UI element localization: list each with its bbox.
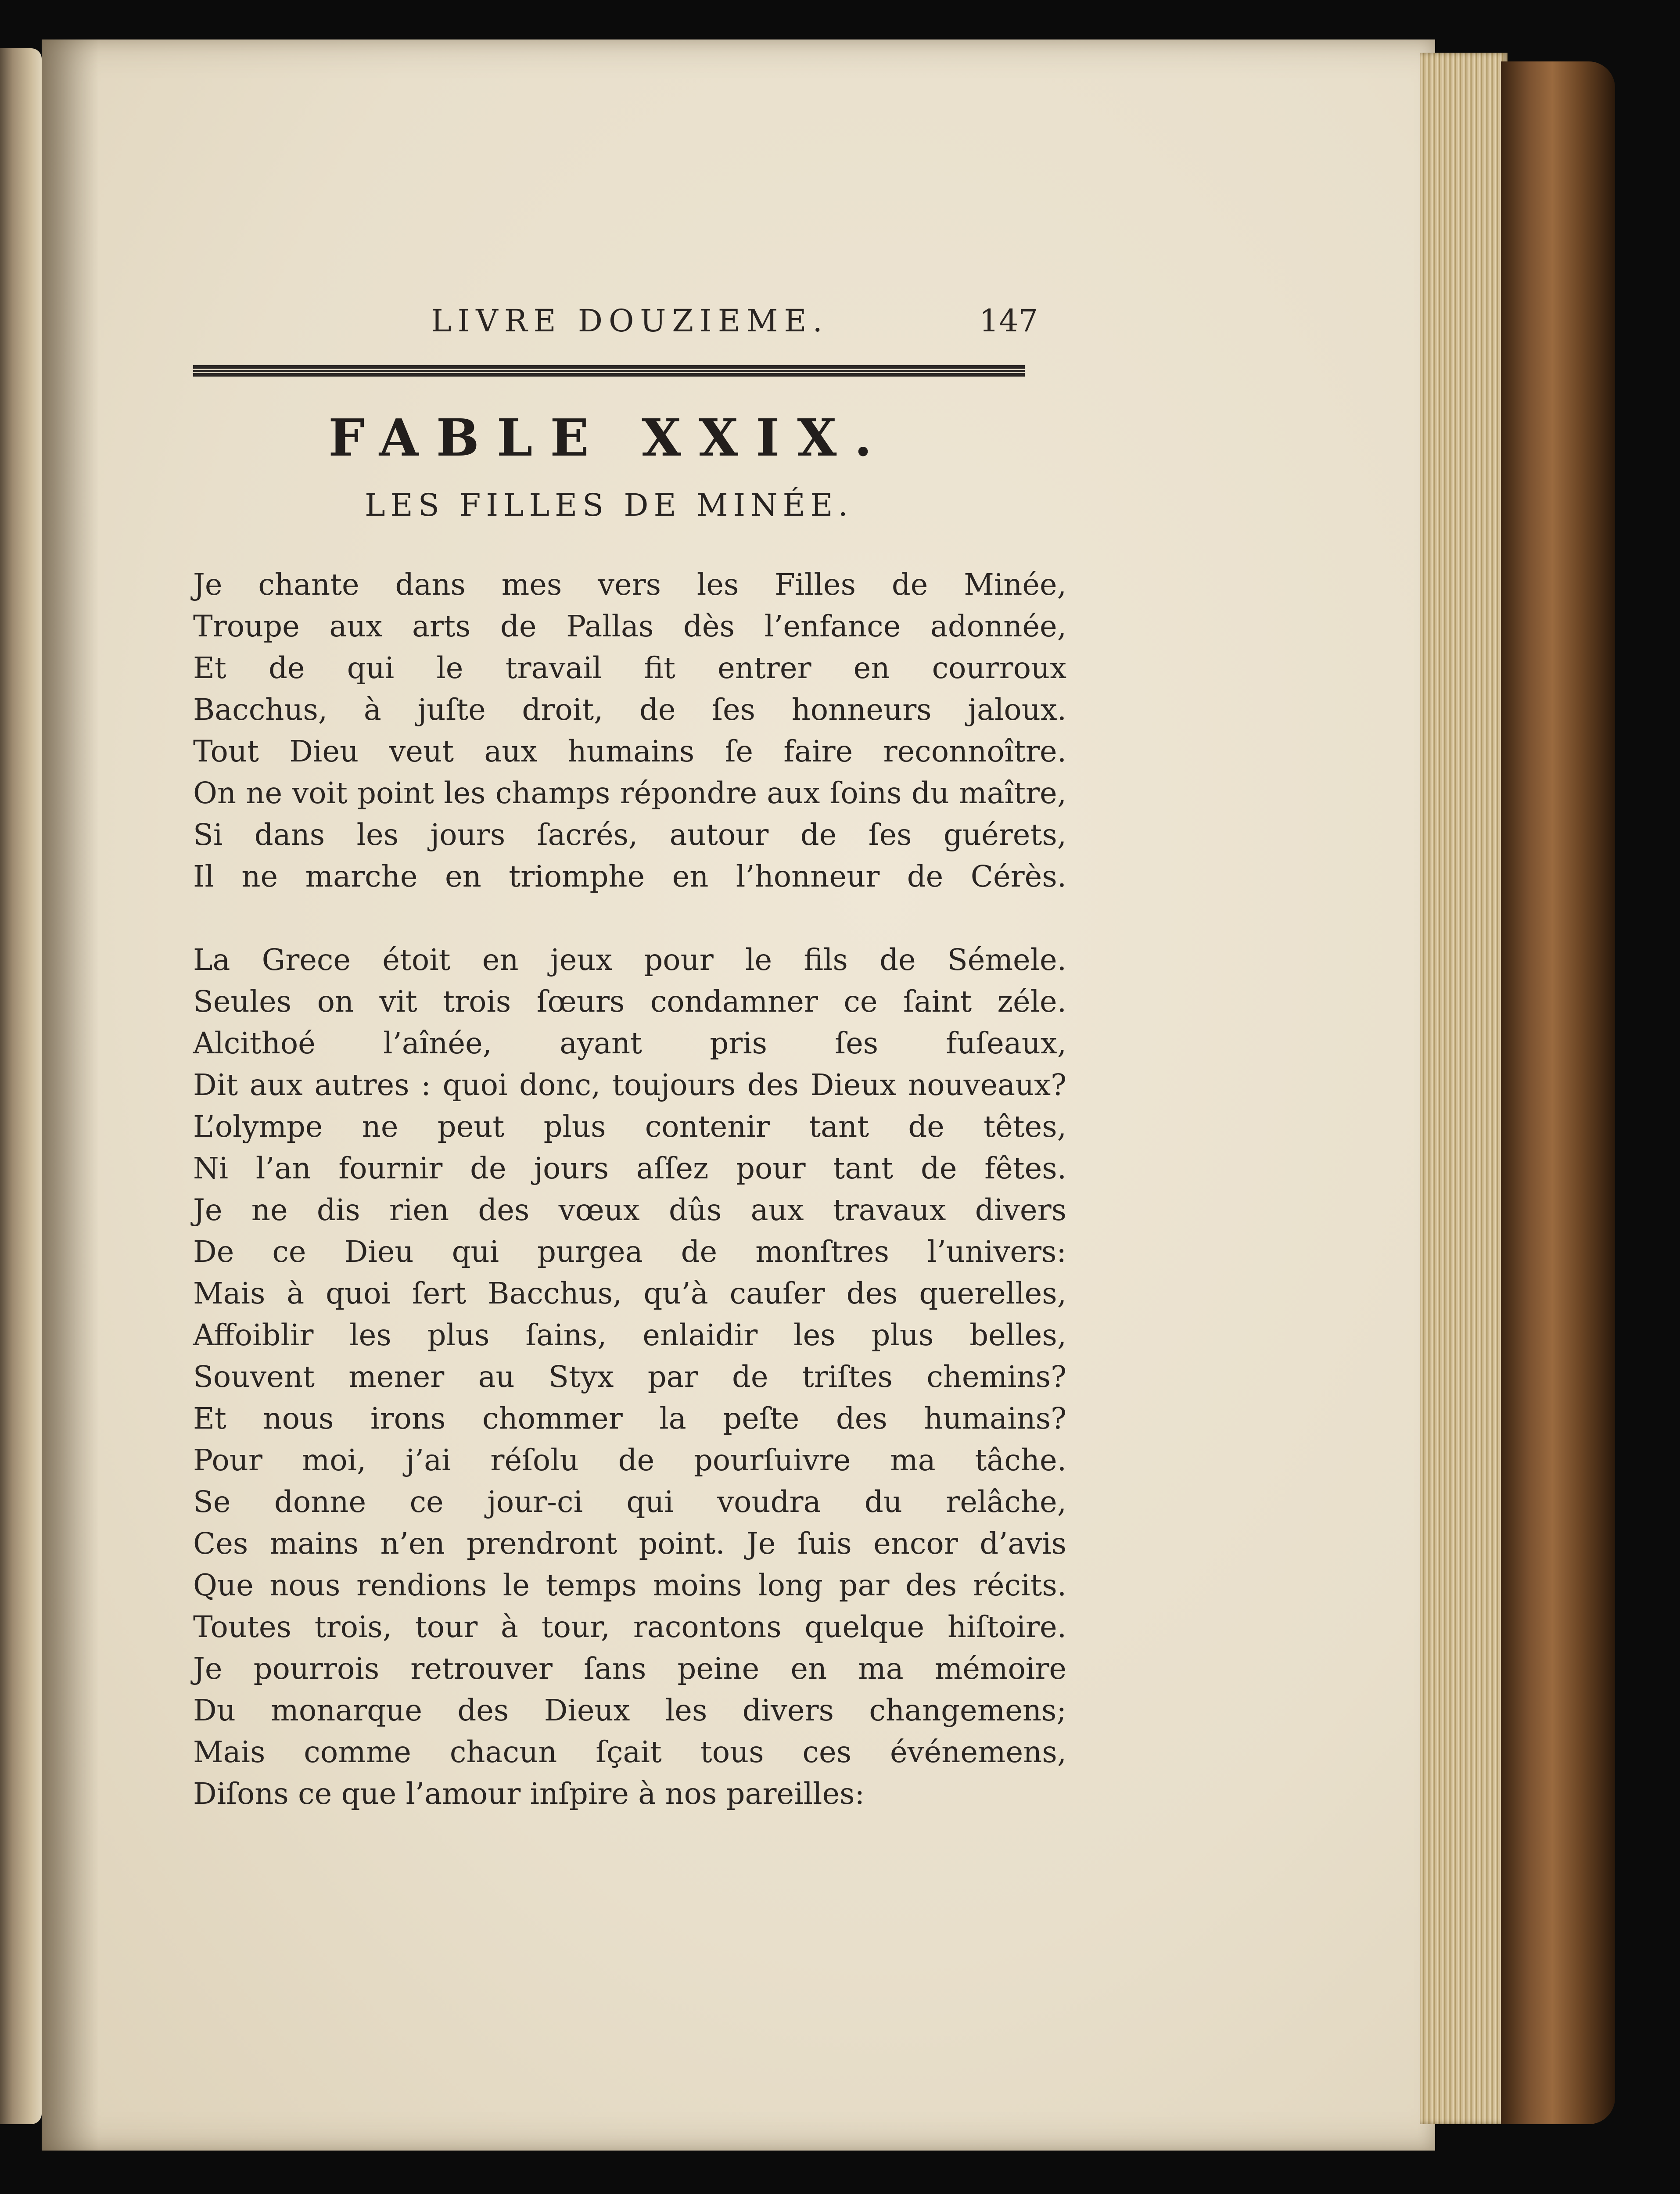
verse-line: Ces mains n’en prendront point. Je ſuis encor d’avis [193, 1526, 1066, 1561]
verse-line: Bacchus, à juſte droit, de ſes honneurs jaloux. [193, 693, 1066, 727]
verse-line: Alcithoé l’aînée, ayant pris ſes fuſeaux, [193, 1026, 1066, 1060]
verse-line: Si dans les jours ſacrés, autour de ſes guérets, [193, 818, 1066, 852]
fable-title: FABLE XXIX. [328, 408, 890, 468]
verse-line: Dit aux autres : quoi donc, toujours des Dieux nouveaux? [193, 1068, 1066, 1102]
page-block-edges [1420, 53, 1508, 2124]
verse-line: De ce Dieu qui purgea de monſtres l’univers: [193, 1235, 1066, 1269]
verse-line: Affoiblir les plus ſains, enlaidir les plus belles, [193, 1318, 1066, 1352]
verse-line: Je pourrois retrouver ſans peine en ma mémoire [193, 1652, 1066, 1686]
verse-line: Tout Dieu veut aux humains ſe faire reconnoître. [193, 734, 1066, 768]
stanza-1 [193, 564, 1066, 898]
header-rule-inner [193, 370, 1025, 372]
verse-line: Mais comme chacun ſçait tous ces événemens, [193, 1735, 1066, 1769]
verse-line: Il ne marche en triomphe en l’honneur de Cérès. [193, 859, 1066, 894]
verse-line: Pour moi, j’ai réſolu de pourſuivre ma tâche. [193, 1443, 1066, 1477]
verse-line: Se donne ce jour-ci qui voudra du relâche, [193, 1485, 1066, 1519]
stanza-2 [193, 939, 1066, 1815]
poem [193, 564, 1066, 1815]
verse-line: Et de qui le travail fit entrer en courroux [193, 651, 1066, 685]
gutter-shadow [42, 39, 99, 2151]
fable-subtitle: LES FILLES DE MINÉE. [365, 487, 853, 523]
running-title: LIVRE DOUZIEME. [431, 303, 829, 339]
verse-line: Diſons ce que l’amour inſpire à nos pareilles: [193, 1777, 865, 1811]
verse-line: Troupe aux arts de Pallas dès l’enfance adonnée, [193, 609, 1066, 643]
verse-line: Du monarque des Dieux les divers changemens; [193, 1693, 1066, 1727]
verse-line: L’olympe ne peut plus contenir tant de têtes, [193, 1110, 1066, 1144]
verse-line: Je chante dans mes vers les Filles de Minée, [193, 567, 1066, 602]
verse-line: Souvent mener au Styx par de triſtes chemins? [193, 1360, 1066, 1394]
verse-line: Je ne dis rien des vœux dûs aux travaux divers [193, 1193, 1066, 1227]
verse-line: Que nous rendions le temps moins long par des récits. [193, 1568, 1066, 1602]
verse-line: La Grece étoit en jeux pour le fils de Sémele. [193, 943, 1066, 977]
left-page-edge [0, 48, 42, 2124]
verse-line: Toutes trois, tour à tour, racontons quelque hiſtoire. [193, 1610, 1066, 1644]
verse-line: Et nous irons chommer la peſte des humains? [193, 1401, 1066, 1436]
leather-binding [1501, 61, 1615, 2124]
verse-line: On ne voit point les champs répondre aux ſoins du maître, [193, 776, 1066, 810]
verse-line: Seules on vit trois ſœurs condamner ce ſaint zéle. [193, 984, 1066, 1019]
page-number: 147 [979, 303, 1038, 339]
verse-line: Mais à quoi ſert Bacchus, qu’à cauſer des querelles, [193, 1276, 1066, 1311]
verse-line: Ni l’an fournir de jours aſſez pour tant de fêtes. [193, 1151, 1066, 1185]
